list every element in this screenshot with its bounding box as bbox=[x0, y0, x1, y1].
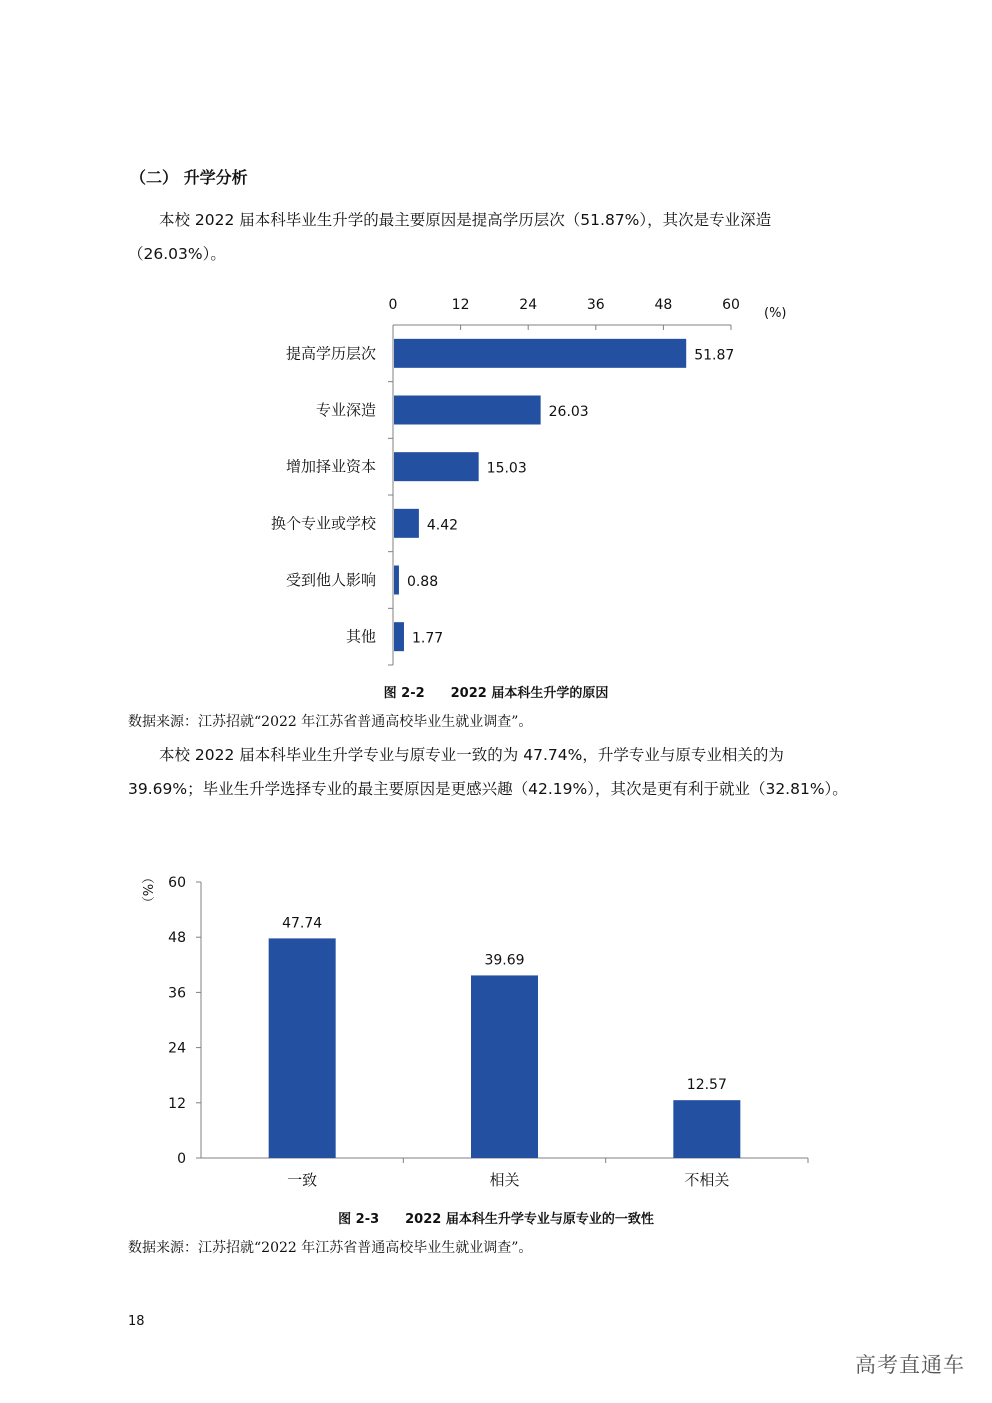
x-tick-label: 12 bbox=[451, 297, 470, 313]
y-tick-label: 48 bbox=[168, 930, 186, 947]
data-label: 26.03 bbox=[548, 404, 589, 420]
category-label: 增加择业资本 bbox=[285, 457, 376, 476]
section-heading: （二） 升学分析 bbox=[130, 168, 248, 187]
watermark-logo-text: 高考直通车 bbox=[855, 1353, 965, 1377]
category-label: 相关 bbox=[489, 1171, 520, 1189]
paragraph-consistency: 本校 2022 届本科毕业生升学专业与原专业一致的为 47.74%，升学专业与原专业相关的为 39.69%；毕业生升学选择专业的最主要原因是更感兴趣（42.19%），其次是更有利于就业（32.81%）。 bbox=[128, 746, 848, 798]
axis-unit-label: (%) bbox=[764, 306, 787, 321]
category-label: 不相关 bbox=[684, 1171, 730, 1189]
data-label: 51.87 bbox=[694, 347, 735, 364]
data-source-note: 数据来源：江苏招就“2022 年江苏省普通高校毕业生就业调查”。 bbox=[128, 1240, 533, 1256]
x-tick-label: 36 bbox=[586, 297, 605, 313]
axis-unit-label: （%） bbox=[139, 870, 154, 910]
bar bbox=[673, 1100, 740, 1158]
y-tick-label: 36 bbox=[168, 985, 186, 1002]
x-tick-label: 24 bbox=[519, 297, 538, 313]
figure-caption: 图 2-3 2022 届本科生升学专业与原专业的一致性 bbox=[338, 1212, 654, 1227]
category-label: 换个专业或学校 bbox=[270, 514, 376, 533]
data-label: 39.69 bbox=[484, 952, 525, 969]
category-label: 提高学历层次 bbox=[285, 344, 376, 363]
data-label: 4.42 bbox=[426, 517, 459, 534]
bar bbox=[471, 975, 538, 1158]
data-label: 1.77 bbox=[411, 630, 444, 647]
y-tick-label: 0 bbox=[177, 1151, 186, 1167]
page-number: 18 bbox=[128, 1314, 145, 1329]
data-label: 12.57 bbox=[686, 1077, 727, 1094]
x-tick-label: 0 bbox=[388, 297, 398, 313]
bar bbox=[269, 938, 336, 1158]
category-label: 一致 bbox=[287, 1171, 318, 1189]
y-tick-label: 60 bbox=[168, 875, 186, 891]
figure-caption: 图 2-2 2022 届本科生升学的原因 bbox=[383, 686, 609, 701]
category-label: 其他 bbox=[345, 627, 376, 646]
x-tick-label: 48 bbox=[654, 297, 673, 313]
paragraph-reasons: 本校 2022 届本科毕业生升学的最主要原因是提高学历层次（51.87%），其次是专业深造（26.03%）。 bbox=[128, 211, 772, 263]
data-label: 15.03 bbox=[486, 460, 527, 477]
x-tick-label: 60 bbox=[722, 297, 740, 313]
y-tick-label: 12 bbox=[168, 1095, 186, 1112]
data-label: 0.88 bbox=[406, 574, 439, 590]
y-tick-label: 24 bbox=[168, 1040, 186, 1057]
data-source-note: 数据来源：江苏招就“2022 年江苏省普通高校毕业生就业调查”。 bbox=[128, 714, 533, 730]
category-label: 专业深造 bbox=[315, 401, 376, 419]
data-label: 47.74 bbox=[282, 915, 323, 932]
category-label: 受到他人影响 bbox=[285, 571, 376, 589]
